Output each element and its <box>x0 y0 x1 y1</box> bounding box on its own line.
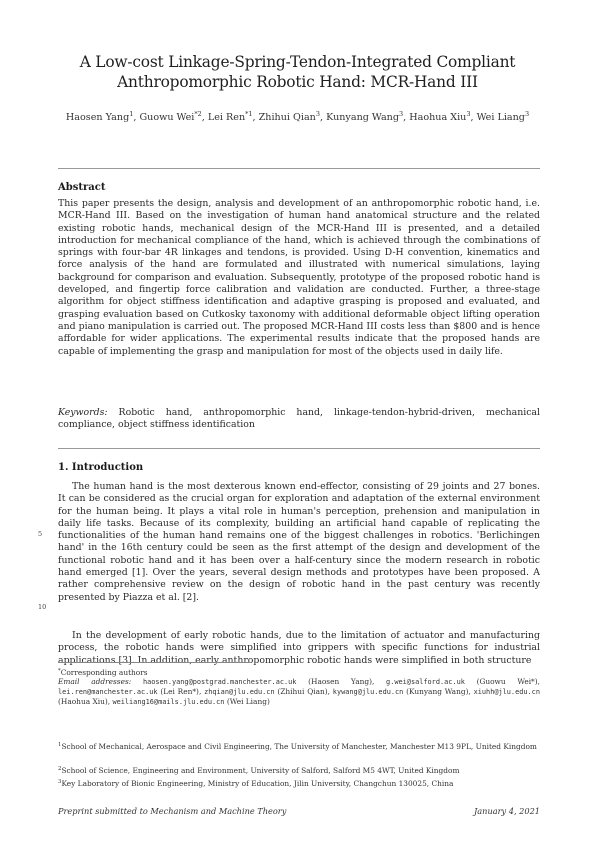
abstract-bottom-rule <box>58 448 540 449</box>
email-link[interactable]: kywang@jlu.edu.cn <box>332 688 404 697</box>
introduction-paragraph-1: The human hand is the most dexterous known end-effector, consisting of 29 joints and 27 bones. It can be considered as the crucial organ for exploration and adaptation of the external environment for the human being. It plays a vital role in human's perception, prehension and manipulation in daily life tasks. Because of its complexity, building an artificial hand capable of replicating the functionalities of the human hand remains one of the biggest challenges in robotics. 'Berlichingen hand' in the 16th century could be seen as the first attempt of the design and development of the functional robotic hand and it has been over a half-century since the modern research in robotic hand emerged [1]. Over the years, several design methods and prototypes have been proposed. A rather comprehensive review on the design of robotic hand in the past century was recently presented by Piazza et al. [2]. <box>58 481 540 603</box>
email-link[interactable]: g.wei@salford.ac.uk <box>386 678 465 686</box>
keywords-label: Keywords: <box>58 407 108 418</box>
keywords <box>58 407 540 432</box>
introduction-heading: 1. Introduction <box>58 462 144 473</box>
author: Zhihui Qian$^3$ <box>258 110 320 123</box>
title-line-1: A Low-cost Linkage-Spring-Tendon-Integrated Compliant <box>79 53 516 71</box>
author: Guowu Wei$^{*2}$ <box>139 110 202 123</box>
title-line-2: Anthropomorphic Robotic Hand: MCR-Hand III <box>117 73 478 91</box>
email-link[interactable]: zhqian@jlu.edu.cn <box>204 688 275 697</box>
email-link[interactable]: xiuhh@jlu.edu.cn <box>473 688 540 697</box>
author: Lei Ren$^{*1}$ <box>207 110 253 123</box>
author-list: Haosen Yang$^1$, Guowu Wei$^{*2}$, Lei Ren$^{*1}$, Zhihui Qian$^3$, Kunyang Wang$^3$, Haohua Xiu$^3$, Wei Liang$^3$ <box>65 110 530 123</box>
introduction-paragraph-2: In the development of early robotic hands, due to the limitation of actuator and manufacturing process, the robotic hands were simplified into grippers with specific functions for industrial applications [3]. In addition, early anthropomorphic robotic hands were simplified in both structure <box>58 630 540 666</box>
author: Kunyang Wang$^3$ <box>326 110 404 123</box>
footnote-rule <box>58 662 250 663</box>
email-link[interactable]: weiliang16@mails.jlu.edu.cn <box>112 698 225 707</box>
abstract-text: This paper presents the design, analysis and development of an anthropomorphic robotic hand, i.e. MCR-Hand III. Based on the investigation of human hand anatomical structure and the related existing robotic hands, mechanical design of the MCR-Hand III is presented, and a detailed introduction for mechanical compliance of the hand, which is achieved through the combinations of springs with four-bar 4R linkages and tendons, is provided. Using D-H convention, kinematics and force analysis of the hand are formulated and illustrated with numerical simulations, laying background for comparison and evaluation. Subsequently, prototype of the proposed robotic hand is developed, and fingertip force calibration and validation are conducted. Further, a three-stage algorithm for object stiffness identification and adaptive grasping is proposed and evaluated, and grasping evaluation based on Cutkosky taxonomy with additional deformable object lifting operation and piano manipulation is carried out. The proposed MCR-Hand III costs less than $800 and is hence affordable for wider applications. The experimental results indicate that the proposed hands are capable of implementing the grasp and manipulation for most of the objects used in daily life. <box>58 198 540 357</box>
footer-preprint-note: Preprint submitted to Mechanism and Machine Theory <box>58 806 287 816</box>
footnote-corresponding: *Corresponding authors <box>58 668 148 677</box>
email-link[interactable]: lei.ren@manchester.ac.uk <box>58 688 158 697</box>
footnote-affiliation-1: $^1$School of Mechanical, Aerospace and Civil Engineering, The University of Manchester, Manchester M13 9PL, United Kingdom <box>58 742 537 751</box>
footnote-affiliation-2: $^2$School of Science, Engineering and Environment, University of Salford, Salford M5 4WT, United Kingdom <box>58 766 460 775</box>
abstract-heading: Abstract <box>58 182 106 193</box>
keywords-text: Robotic hand, anthropomorphic hand, linkage-tendon-hybrid-driven, mechanical compliance, object stiffness identification <box>58 407 540 431</box>
line-number: 10 <box>38 603 47 611</box>
footer-date: January 4, 2021 <box>474 806 540 816</box>
paper-title <box>60 52 535 92</box>
author: Wei Liang$^3$ <box>476 110 530 123</box>
author: Haohua Xiu$^3$ <box>409 110 471 123</box>
abstract-top-rule <box>58 168 540 169</box>
author: Haosen Yang$^1$ <box>65 110 134 123</box>
footnote-affiliation-3: $^3$Key Laboratory of Bionic Engineering, Ministry of Education, Jilin University, Changchun 130025, China <box>58 779 454 788</box>
email-link[interactable]: haosen.yang@postgrad.manchester.ac.uk <box>142 678 297 686</box>
footnote-emails: Email addresses: haosen.yang@postgrad.manchester.ac.uk (Haosen Yang), g.wei@salford.ac.uk (Guowu Wei*), lei.ren@manchester.ac.uk (Lei Ren*), zhqian@jlu.edu.cn (Zhihui Qian), kywang@jlu.edu.cn (Kunyang Wang), xiuhh@jlu.edu.cn (Haohua Xiu), weiliang16@mails.jlu.edu.cn (Wei Liang) <box>58 677 540 707</box>
line-number: 5 <box>38 530 43 538</box>
